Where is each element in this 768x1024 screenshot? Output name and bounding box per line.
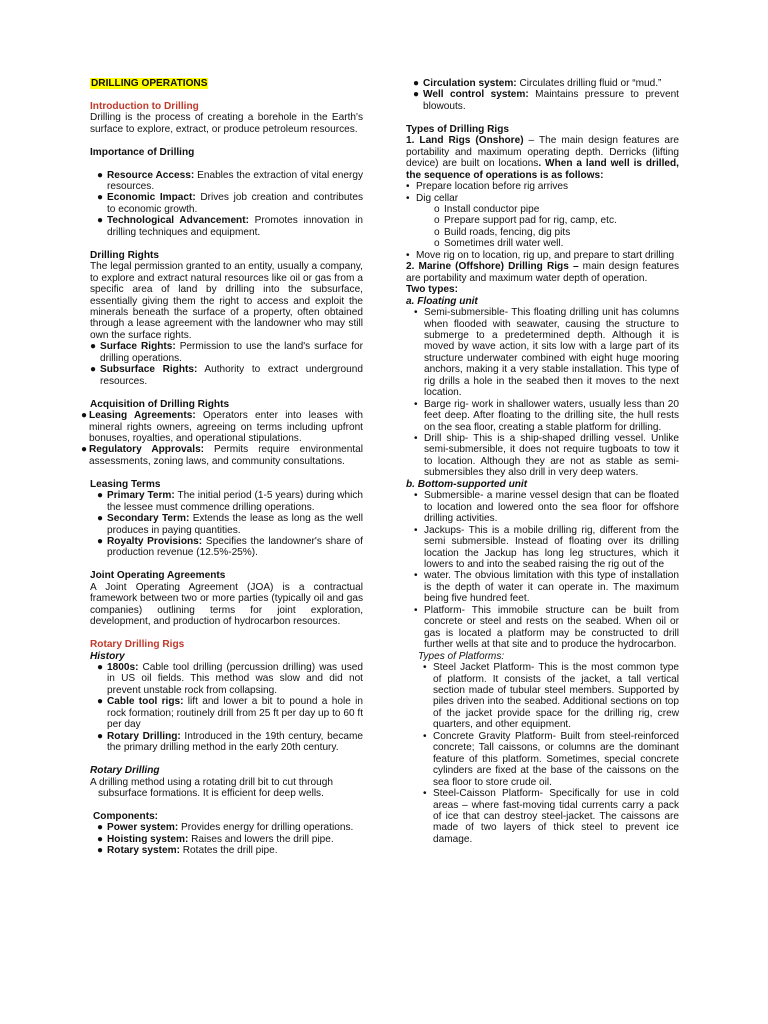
list-item: o Sometimes drill water well.	[434, 238, 564, 250]
list-item: ● Hoisting system: Raises and lowers the drill pipe.	[97, 833, 334, 845]
components-heading: Components:	[93, 810, 159, 822]
list-item: ● Power system: Provides energy for drilling operations.	[97, 822, 354, 834]
list-item: ● Economic Impact: Drives job creation and contributes to economic growth.	[97, 192, 364, 215]
importance-heading: Importance of Drilling	[90, 146, 195, 158]
left-column	[81, 78, 364, 857]
list-item: ● Royalty Provisions: Specifies the landowner's share of production revenue (12.5%-25%).	[97, 536, 363, 559]
list-item: • Submersible- a marine vessel design that can be floated to location and lowered onto the sea floor for offshore drilling activities.	[414, 490, 679, 525]
bottom-supported-heading: b. Bottom-supported unit	[406, 478, 528, 490]
joa-heading: Joint Operating Agreements	[90, 570, 226, 582]
list-item: o Install conductor pipe	[434, 203, 540, 215]
history-heading: History	[90, 650, 125, 662]
list-item: • Concrete Gravity Platform- Built from steel-reinforced concrete; Tall caissons, or columns are the dominant feature of this platform. Sometimes, special concrete cylinders are fixed at the base of the caissons on the sea floor to store crude oil.	[423, 730, 679, 788]
list-item: • Steel-Caisson Platform- Specifically for use in cold areas – where fast-moving tidal currents carry a pack of ice that can destroy steel-jacket. The caissons are made of two layers of thick steel to prevent ice damage.	[423, 788, 679, 845]
intro-heading: Introduction to Drilling	[90, 100, 199, 112]
list-item: • Drill ship- This is a ship-shaped drilling vessel. Unlike semi-submersible, it does not require tugboats to tow it to location. Although they are not as stable as semi-submersibles they also drill in very deep waters.	[414, 433, 679, 479]
list-item: • Platform- This immobile structure can be built from concrete or steel and rests on the seabed. When oil or gas is located a platform may be constructed to drill further wells at that site and to produce the hydrocarbon.	[414, 604, 679, 651]
list-item: ● Primary Term: The initial period (1-5 years) during which the lessee must commence drilling operations.	[97, 490, 363, 513]
list-item: ● Circulation system: Circulates drilling fluid or “mud.”	[413, 78, 662, 89]
list-item: ● Technological Advancement: Promotes innovation in drilling techniques and equipment.	[97, 215, 363, 238]
two-types-label: Two types:	[406, 284, 458, 296]
acquisition-heading: Acquisition of Drilling Rights	[90, 398, 230, 410]
list-item: • Prepare location before rig arrives	[406, 181, 569, 193]
rotary-drilling-text: subsurface formations. It is efficient for deep wells.	[98, 787, 324, 799]
rig-types-heading: Types of Drilling Rigs	[406, 123, 510, 135]
marine-rigs-paragraph: 2. Marine (Offshore) Drilling Rigs – main design features are portability and maximum water depth of operation.	[406, 261, 679, 284]
list-item: • Steel Jacket Platform- This is the most common type of platform. It consists of the jacket, a tall vertical section made of tubular steel members. Supported by piles driven into the seabed. Additional sections on top of the jacket provide space for the drilling rig, crew quarters, and other equipment.	[423, 662, 679, 731]
list-item: ● Resource Access: Enables the extraction of vital energy resources.	[97, 169, 364, 193]
rights-heading: Drilling Rights	[90, 249, 159, 261]
list-item: ● Subsurface Rights: Authority to extract underground resources.	[90, 364, 363, 387]
list-item: ● Rotary system: Rotates the drill pipe.	[97, 845, 278, 857]
list-item: ● Secondary Term: Extends the lease as long as the well produces in paying quantities.	[97, 513, 363, 536]
platform-types-heading: Types of Platforms:	[418, 650, 505, 662]
list-item: ● Cable tool rigs: lift and lower a bit to pound a hole in rock formation; routinely drill from 25 ft per day up to 60 ft per day	[97, 696, 363, 731]
list-item: ● Surface Rights: Permission to use the land's surface for drilling operations.	[90, 341, 363, 364]
list-item: • Dig cellar	[406, 192, 459, 204]
list-item: • Jackups- This is a mobile drilling rig, different from the semi submersible. Instead of floating over its drilling location the Jackup has long leg structures, which it lowers to and into the seabed raising the rig out of the	[414, 524, 679, 571]
floating-unit-heading: a. Floating unit	[406, 295, 478, 307]
list-item: ● Well control system: Maintains pressure to prevent blowouts.	[413, 89, 679, 112]
list-item: ● Regulatory Approvals: Permits require environmental assessments, zoning laws, and community consultations.	[81, 444, 363, 467]
joa-paragraph: A Joint Operating Agreement (JOA) is a contractual framework between two or more parties (typically oil and gas companies) outlining terms for joint exploration, development, and production of hydrocarbon resources.	[90, 581, 363, 628]
land-rigs-paragraph: 1. Land Rigs (Onshore) – The main design features are portability and maximum operating depth. Derricks (lifting device) are built on locations. When a land well is drilled, the sequence of operations is as follows:	[406, 135, 679, 181]
list-item: o Build roads, fencing, dig pits	[434, 226, 571, 238]
list-item: o Prepare support pad for rig, camp, etc.	[434, 215, 617, 227]
list-item: • Barge rig- work in shallower waters, usually less than 20 feet deep. After floating to the drilling site, the hull rests on the sea floor, creating a stable platform for drilling.	[414, 398, 679, 433]
right-column	[406, 78, 679, 845]
document-title: DRILLING OPERATIONS	[91, 78, 208, 89]
list-item: • Semi-submersible- This floating drilling unit has columns when flooded with seawater, causing the structure to submerge to a predetermined depth. Although it is moved by wave action, it sits low with a large part of its structure underwater combined with eight huge mooring anchors, making it a very stable installation. This type of rig drills a hole in the seabed then it moves to the next location.	[414, 307, 679, 399]
list-item: • Move rig on to location, rig up, and prepare to start drilling	[406, 249, 675, 261]
list-item: • water. The obvious limitation with this type of installation is the depth of water it can operate in. The maximum being five hundred feet.	[414, 570, 679, 605]
list-item: ● Rotary Drilling: Introduced in the 19th century, became the primary drilling method in the early 20th century.	[97, 730, 364, 754]
list-item: ● Leasing Agreements: Operators enter into leases with mineral rights owners, agreeing on terms including upfront bonuses, royalties, and operational stipulations.	[81, 410, 364, 444]
intro-paragraph: Drilling is the process of creating a borehole in the Earth's surface to explore, extract, or produce petroleum resources.	[90, 112, 363, 135]
list-item: ● 1800s: Cable tool drilling (percussion drilling) was used in US oil fields. This method was slow and did not prevent unstable rock from collapsing.	[97, 661, 363, 696]
rotary-drilling-heading: Rotary Drilling	[90, 765, 160, 777]
rotary-heading: Rotary Drilling Rigs	[90, 639, 185, 651]
rights-paragraph: The legal permission granted to an entity, usually a company, to explore and extract natural resources like oil or gas from a specific area of land by drilling into the subsurface, essentially giving them the right to access and exploit the minerals beneath the surface of a property, often obtained through a lease agreement with the landowner who may still own the surface rights.	[90, 261, 363, 341]
rotary-drilling-text: A drilling method using a rotating drill bit to cut through	[90, 776, 333, 788]
leasing-heading: Leasing Terms	[90, 478, 161, 490]
